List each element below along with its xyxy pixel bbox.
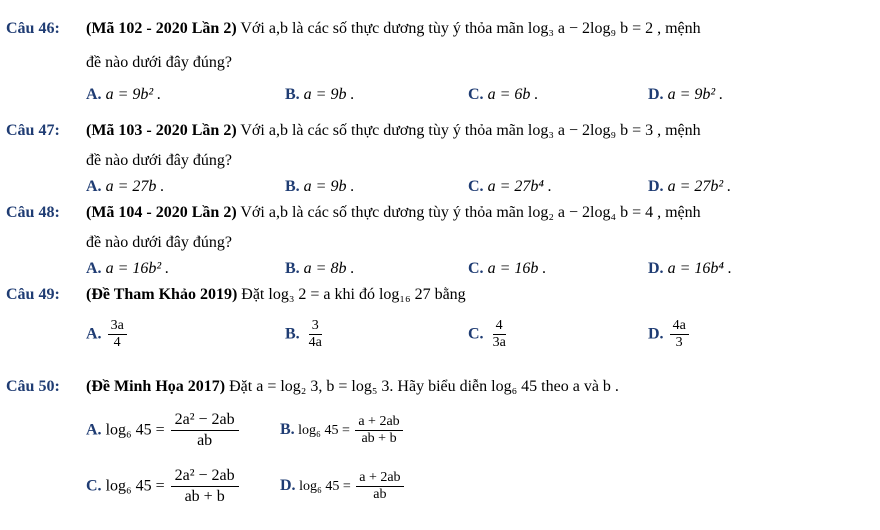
option-label: A. — [86, 178, 102, 195]
question-source: (Mã 104 - 2020 Lần 2) — [86, 204, 237, 221]
option-label: D. — [280, 476, 296, 494]
question-text: Với a,b là các số thực dương tùy ý thỏa mãn log₂ a − 2log₄ b = 4 , mệnh — [240, 204, 701, 221]
option-d — [648, 318, 691, 351]
question-text: Với a,b là các số thực dương tùy ý thỏa mãn log₃ a − 2log₉ b = 2 , mệnh — [240, 20, 701, 37]
option-b — [285, 178, 354, 196]
option-lhs: log₆ 45 = — [298, 422, 350, 438]
option-d — [648, 260, 732, 278]
option-value: a = 9b² . — [667, 86, 724, 103]
numerator: 4 — [493, 318, 506, 335]
option-label: D. — [648, 260, 664, 277]
option-value: a = 16b⁴ . — [667, 260, 732, 277]
question-47-text — [86, 122, 701, 140]
option-a — [86, 410, 241, 452]
numerator: 3a — [108, 318, 127, 335]
option-label: B. — [285, 178, 300, 195]
question-label: Câu 47: — [6, 122, 60, 139]
question-source: (Đề Minh Họa 2017) — [86, 378, 226, 395]
denominator: ab + b — [184, 488, 225, 506]
option-label: B. — [280, 420, 295, 438]
denominator: ab + b — [361, 431, 397, 447]
numerator: 4a — [670, 318, 689, 335]
numerator: a + 2ab — [355, 414, 402, 431]
option-lhs: log₆ 45 = — [105, 477, 165, 495]
question-label: Câu 49: — [6, 286, 60, 303]
question-49 — [6, 286, 60, 304]
numerator: 2a² − 2ab — [171, 410, 239, 431]
option-value: a = 27b . — [105, 178, 165, 195]
denominator: ab — [373, 487, 387, 503]
fraction — [108, 318, 127, 351]
option-label: B. — [285, 325, 300, 343]
fraction — [490, 318, 509, 351]
option-lhs: log₆ 45 = — [299, 478, 351, 494]
question-48 — [6, 204, 60, 222]
fraction — [306, 318, 325, 351]
option-label: C. — [468, 325, 484, 343]
option-c — [468, 178, 552, 196]
option-a — [86, 260, 169, 278]
question-label: Câu 48: — [6, 204, 60, 221]
option-value: a = 9b . — [303, 86, 355, 103]
denominator: 4a — [308, 335, 322, 351]
option-d — [280, 470, 406, 503]
option-label: C. — [468, 260, 484, 277]
denominator: 3 — [675, 335, 683, 351]
option-value: a = 9b² . — [105, 86, 162, 103]
option-lhs: log₆ 45 = — [105, 421, 165, 439]
option-b — [285, 86, 354, 104]
question-48-text2: đề nào dưới đây đúng? — [86, 234, 232, 251]
option-value: a = 27b² . — [667, 178, 732, 195]
question-46 — [6, 20, 60, 38]
fraction — [355, 414, 402, 447]
option-label: A. — [86, 325, 102, 343]
numerator: a + 2ab — [356, 470, 403, 487]
question-46-text — [86, 20, 701, 38]
fraction — [171, 466, 239, 508]
question-46-text2: đề nào dưới đây đúng? — [86, 54, 232, 71]
option-label: C. — [86, 477, 102, 495]
option-label: D. — [648, 325, 664, 343]
option-value: a = 16b . — [487, 260, 547, 277]
option-a — [86, 178, 164, 196]
fraction — [670, 318, 689, 351]
question-49-text — [86, 286, 466, 304]
option-label: A. — [86, 260, 102, 277]
option-label: A. — [86, 421, 102, 439]
option-c — [468, 260, 546, 278]
denominator: 4 — [113, 335, 121, 351]
option-a — [86, 86, 161, 104]
question-50-text — [86, 378, 619, 396]
option-label: D. — [648, 178, 664, 195]
question-48-text — [86, 204, 701, 222]
option-value: a = 6b . — [487, 86, 539, 103]
denominator: ab — [197, 432, 213, 450]
option-label: D. — [648, 86, 664, 103]
question-text: Đặt a = log₂ 3, b = log₅ 3. Hãy biểu diễn log₆ 45 theo a và b . — [229, 378, 619, 395]
option-c — [86, 466, 241, 508]
fraction — [171, 410, 239, 452]
denominator: 3a — [492, 335, 506, 351]
option-b — [285, 260, 354, 278]
question-50 — [6, 378, 60, 396]
option-value: a = 9b . — [303, 178, 355, 195]
question-label: Câu 46: — [6, 20, 60, 37]
option-label: B. — [285, 86, 300, 103]
question-text: Đặt log₃ 2 = a khi đó log₁₆ 27 bằng — [241, 286, 466, 303]
fraction — [356, 470, 403, 503]
option-d — [648, 178, 731, 196]
option-label: C. — [468, 86, 484, 103]
question-text: Với a,b là các số thực dương tùy ý thỏa mãn log₃ a − 2log₉ b = 3 , mệnh — [240, 122, 701, 139]
question-label: Câu 50: — [6, 378, 60, 395]
numerator: 2a² − 2ab — [171, 466, 239, 487]
option-label: B. — [285, 260, 300, 277]
option-value: a = 27b⁴ . — [487, 178, 552, 195]
option-d — [648, 86, 723, 104]
question-source: (Mã 102 - 2020 Lần 2) — [86, 20, 237, 37]
option-a — [86, 318, 129, 351]
question-source: (Đề Tham Khảo 2019) — [86, 286, 238, 303]
option-c — [468, 86, 538, 104]
option-label: A. — [86, 86, 102, 103]
option-b — [285, 318, 327, 351]
option-b — [280, 414, 405, 447]
option-label: C. — [468, 178, 484, 195]
numerator: 3 — [309, 318, 322, 335]
question-47-text2: đề nào dưới đây đúng? — [86, 152, 232, 169]
option-value: a = 8b . — [303, 260, 355, 277]
option-value: a = 16b² . — [105, 260, 170, 277]
question-source: (Mã 103 - 2020 Lần 2) — [86, 122, 237, 139]
question-47 — [6, 122, 60, 140]
option-c — [468, 318, 511, 351]
